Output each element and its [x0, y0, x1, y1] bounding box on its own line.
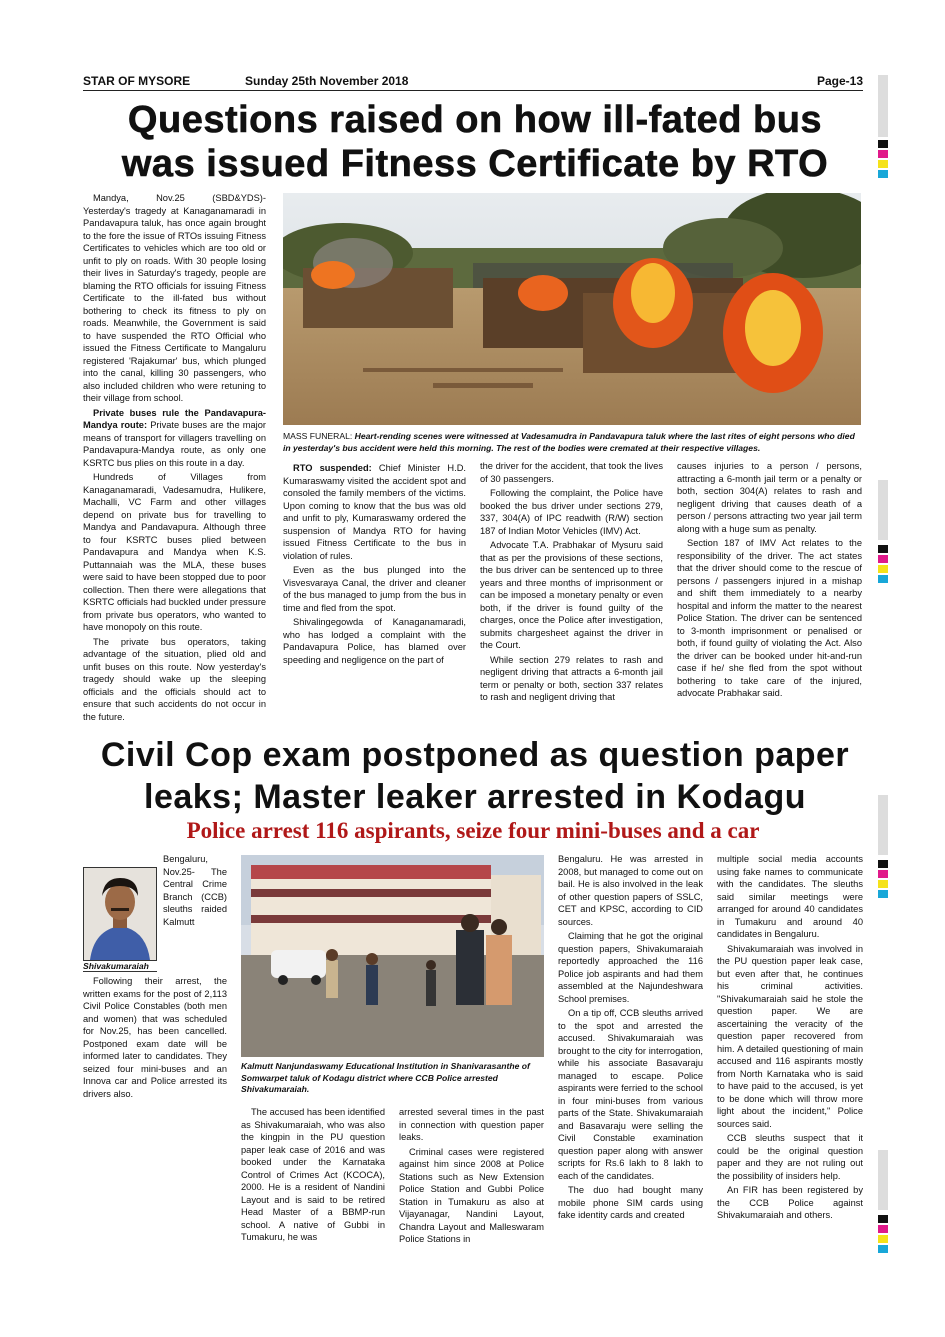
portrait-wrap-spacer — [83, 853, 163, 973]
story2-col3-para: Criminal cases were registered against him since 2008 at Police Stations such as New Extension Police Station and Gubbi Police Station in Tumakuru as also at Vijayanagar, Nandini Layout, Chandra Layout and Malleswaram Police Stations in — [399, 1146, 544, 1244]
story1-col3-para: While section 279 relates to rash and negligent driving that attracts a 6-month jail term or penalty or both, section 337 relates to rash and negligent driving that — [480, 654, 663, 702]
story2-column-1 — [83, 973, 227, 1263]
funeral-photo — [283, 193, 861, 425]
print-mark-magenta — [878, 870, 888, 878]
story1-subhead-rto-suspended: RTO suspended: — [293, 463, 372, 473]
story1-headline-line1: Questions raised on how ill-fated bus — [127, 99, 823, 141]
header-rule — [83, 90, 863, 91]
print-mark-magenta — [878, 1225, 888, 1233]
story2-col5-para: Shivakumaraiah was involved in the PU question paper leak case, but even after that, he continues his criminal activities. "Shivakumaraiah said he stole the question paper. We are ascertaining the veracity of the question paper recovered from him. A detailed questioning of main accused and 116 aspirants mostly from North Karnataka who is said to have paid to the accused, is yet to be done which will throw more light about the incident," Police sources said. — [717, 943, 863, 1129]
caption-text: Heart-rending scenes were witnessed at Vadesamudra in Pandavapura taluk where the last rites of eight persons who died in yesterday's bus accident were held this morning. The rest of the bodies were cremated at their respective villages. — [283, 431, 855, 453]
story1-col2-para: Chief Minister H.D. Kumaraswamy visited the accident spot and consoled the family members of the victims. Upon coming to know that the bus was old and unfit to ply, Kumaraswamy ordered the suspension of Mandya RTO for having issued Fitness Certificate to the bus in violation of rules. — [283, 463, 466, 561]
institution-photo-image — [241, 855, 544, 1057]
story2-col4-para: The duo had bought many mobile phone SIM cards using fake identity cards and created — [558, 1185, 703, 1220]
print-mark-cyan — [878, 1245, 888, 1253]
funeral-photo-caption — [283, 431, 863, 454]
print-mark-grey-strip — [878, 75, 888, 137]
print-mark-black — [878, 545, 888, 553]
institution-photo — [241, 855, 544, 1057]
story1-col4-para: Section 187 of IMV Act relates to the responsibility of the driver. The act states that the driver should come to the rescue of persons / passengers injured in a mishap and shift them immediately to a nearby hospital and inform the matter to the nearest Police Station. The driver can be sentenced to 3-month imprisonment or penalised or both, if found guilty of violating the Act. Also the driver can be booked under hit-and-run case if he/ she fled from the spot without bothering to take care of the injured, advocate Prabhakar said. — [677, 538, 862, 698]
story1-col2-para: Even as the bus plunged into the Visvesvaraya Canal, the driver and cleaner of the bus managed to jump from the bus in time and fled from the spot. — [283, 565, 466, 613]
story2-col5-para: multiple social media accounts using fake names to communicate with the candidates. The sleuths said similar meetings were arranged for around 40 candidates in Tumakuru and around 40 candidates in Bengaluru. — [717, 854, 863, 939]
story1-column-2 — [283, 460, 466, 728]
story1-col1-subhead-para — [83, 407, 266, 470]
story2-headline-line1: Civil Cop exam postponed as question paper — [100, 736, 850, 774]
paper-name: STAR OF MYSORE — [83, 74, 191, 88]
story1-col2-subhead-para — [283, 462, 466, 562]
story1-col3-para: Advocate T.A. Prabhakar of Mysuru said that as per the provisions of these sections, the bus driver can be sentenced up to three years and three months of imprisonment or can be imposed a monetary penalty or even both, if the driver is found guilty of the charges, once the Police after investigation, submits chargesheet against the driver in the Court. — [480, 540, 663, 650]
story1-col1-para: Mandya, Nov.25 (SBD&YDS)- Yesterday's tragedy at Kanaganamaradi in Pandavapura taluk, has once again brought to the fore the issue of RTOs issuing Fitness Certificates to vehicles which are too old or unfit to ply on roads. With 30 people losing their lives in Saturday's tragedy, people are blaming the RTO officials for issuing Fitness Certificate to the ill-fated bus without bothering to check its fitness to ply on roads. Meanwhile, the Government is said to have suspended the RTO Official who issued the Fitness Certificate to Mangaluru registered 'Rajakumar' bus, which plunged into the canal, killing 30 passengers, who also included children who were retuning to their village from school. — [83, 193, 266, 403]
print-mark-grey-strip — [878, 1150, 888, 1210]
story1-col3-para: Following the complaint, the Police have booked the bus driver under sections 279, 337, 304(A) of IPC readwith (R/W) section 187 of Indian Motor Vehicles (IMV) Act. — [480, 488, 663, 536]
funeral-photo-image — [283, 193, 861, 425]
portrait-caption: Shivakumaraiah — [83, 961, 157, 972]
story2-col4-para: Bengaluru. He was arrested in 2008, but managed to come out on bail. He is also involved in the leak of other question papers of SSLC, CET and KPSC, according to CID sources. — [558, 854, 703, 927]
print-mark-black — [878, 860, 888, 868]
story2-col1-lead-para: Bengaluru, Nov.25- The Central Crime Branch (CCB) sleuths raided Kalmutt — [163, 854, 227, 927]
story1-col2-para: Shivalingegowda of Kanaganamaradi, who has lodged a complaint with the Pandavapura Police, has blamed over speeding and negligence on the part of — [283, 617, 466, 665]
story2-column-5 — [717, 853, 863, 1263]
story2-col2-para: The accused has been identified as Shivakumaraiah, who was also the kingpin in the PU question paper leak case of 2016 and was booked under the Karnataka Control of Crimes Act (KCOCA), 2000. He is a resident of Nandini Layout and is said to be retired Head Master of a BBMP-run school. A native of Gubbi in Tumakuru, he was — [241, 1107, 385, 1242]
print-mark-yellow — [878, 160, 888, 168]
story1-headline-line2: was issued Fitness Certificate by RTO — [121, 143, 829, 185]
story2-col5-para: CCB sleuths suspect that it could be the original question paper and they are not ruling out the possibility of insiders help. — [717, 1133, 863, 1181]
story1-subhead-private-buses: Private buses rule the Pandavapura-Mandya route: — [83, 407, 266, 430]
print-mark-yellow — [878, 880, 888, 888]
story2-column-1-top — [83, 853, 227, 973]
print-mark-black — [878, 1215, 888, 1223]
story1-col1-para: Hundreds of Villages from Kanaganamaradi, Vadesamudra, Hulikere, Machalli, VC Farm and other villages depend on private bus for travelling to Mandya and Pandavapura. Although three to four KSRTC buses plied between Pandavapura and Mandya when K.S. Puttannaiah was the MLA, these buses were said to have been stopped due to poor collection. Then there were allegations that KSRTC officials had buckled under pressure from private bus operators, who wanted to have monopoly on this route. — [83, 472, 266, 632]
print-mark-magenta — [878, 555, 888, 563]
print-mark-black — [878, 140, 888, 148]
print-mark-grey-strip — [878, 480, 888, 540]
story1-col4-para: causes injuries to a person / persons, attracting a 6-month jail term or a penalty or both, section 304(A) relates to rash and negligent driving that causes death of a person / persons attracting two year jail term along with a huge sum as penalty. — [677, 461, 862, 534]
story2-headline — [60, 734, 890, 818]
story1-col3-para: the driver for the accident, that took the lives of 30 passengers. — [480, 461, 663, 484]
story2-headline-line2: leaks; Master leaker arrested in Kodagu — [144, 778, 806, 816]
story1-column-1 — [83, 192, 266, 728]
story2-col5-para: An FIR has been registered by the CCB Police against Shivakumaraiah and others. — [717, 1185, 863, 1220]
story2-column-2 — [241, 1106, 385, 1266]
story2-col1-para: Following their arrest, the written exams for the post of 2,113 Civil Police Constables (both men and women) that was scheduled for Nov.25, has been cancelled. Postponed exam date will be informed later to candidates. They seized four mini-buses and an Innova car and Police arrested its drivers also. — [83, 976, 227, 1099]
print-mark-magenta — [878, 150, 888, 158]
print-mark-cyan — [878, 575, 888, 583]
print-mark-yellow — [878, 565, 888, 573]
story2-subheadline: Police arrest 116 aspirants, seize four mini-buses and a car — [186, 818, 760, 843]
story2-col4-para: Claiming that he got the original question papers, Shivakumaraiah reportedly approached the 116 Police job aspirants and had them assembled at the Najundeshwara School premises. — [558, 931, 703, 1004]
story1-col1-para: The private bus operators, taking advantage of the situation, plied old and unfit buses on this route. Now yesterday's tragedy should wake up the sleeping officials and the officials should act to ensure that such accidents do not occur in the future. — [83, 636, 266, 722]
story1-column-4 — [677, 460, 862, 728]
print-mark-cyan — [878, 170, 888, 178]
story2-col4-para: On a tip off, CCB sleuths arrived to the spot and arrested the accused. Shivakumaraiah was brought to the city for interrogation, while his associate Basavaraju managed to escape. Police aspirants were ferried to the school in four mini-buses from various parts of the State. Shivakumaraiah and Basavaraju were selling the Civil Constable examination question paper along with answer scripts for Rs.6 lakh to 8 lakh to each of the candidates. — [558, 1008, 703, 1181]
print-mark-grey-strip — [878, 795, 888, 855]
print-mark-cyan — [878, 890, 888, 898]
story1-column-3 — [480, 460, 663, 728]
caption-label: MASS FUNERAL: — [283, 431, 353, 441]
story1-headline — [60, 98, 890, 186]
story2-column-3 — [399, 1106, 544, 1266]
print-mark-yellow — [878, 1235, 888, 1243]
story1-col1-para: Private buses are the major means of transport for villagers travelling on Pandavapura-Mandya route, as only one KSRTC bus plies on this route in a day. — [83, 420, 266, 468]
institution-photo-caption: Kalmutt Nanjundaswamy Educational Institution in Shanivarasanthe of Somwarpet taluk of Kodagu district where CCB Police arrested Shivakumaraiah. — [241, 1061, 530, 1094]
story2-column-4 — [558, 853, 703, 1263]
page-number: Page-13 — [816, 74, 863, 88]
issue-date: Sunday 25th November 2018 — [245, 74, 409, 88]
story2-col3-para: arrested several times in the past in connection with question paper leaks. — [399, 1107, 544, 1142]
